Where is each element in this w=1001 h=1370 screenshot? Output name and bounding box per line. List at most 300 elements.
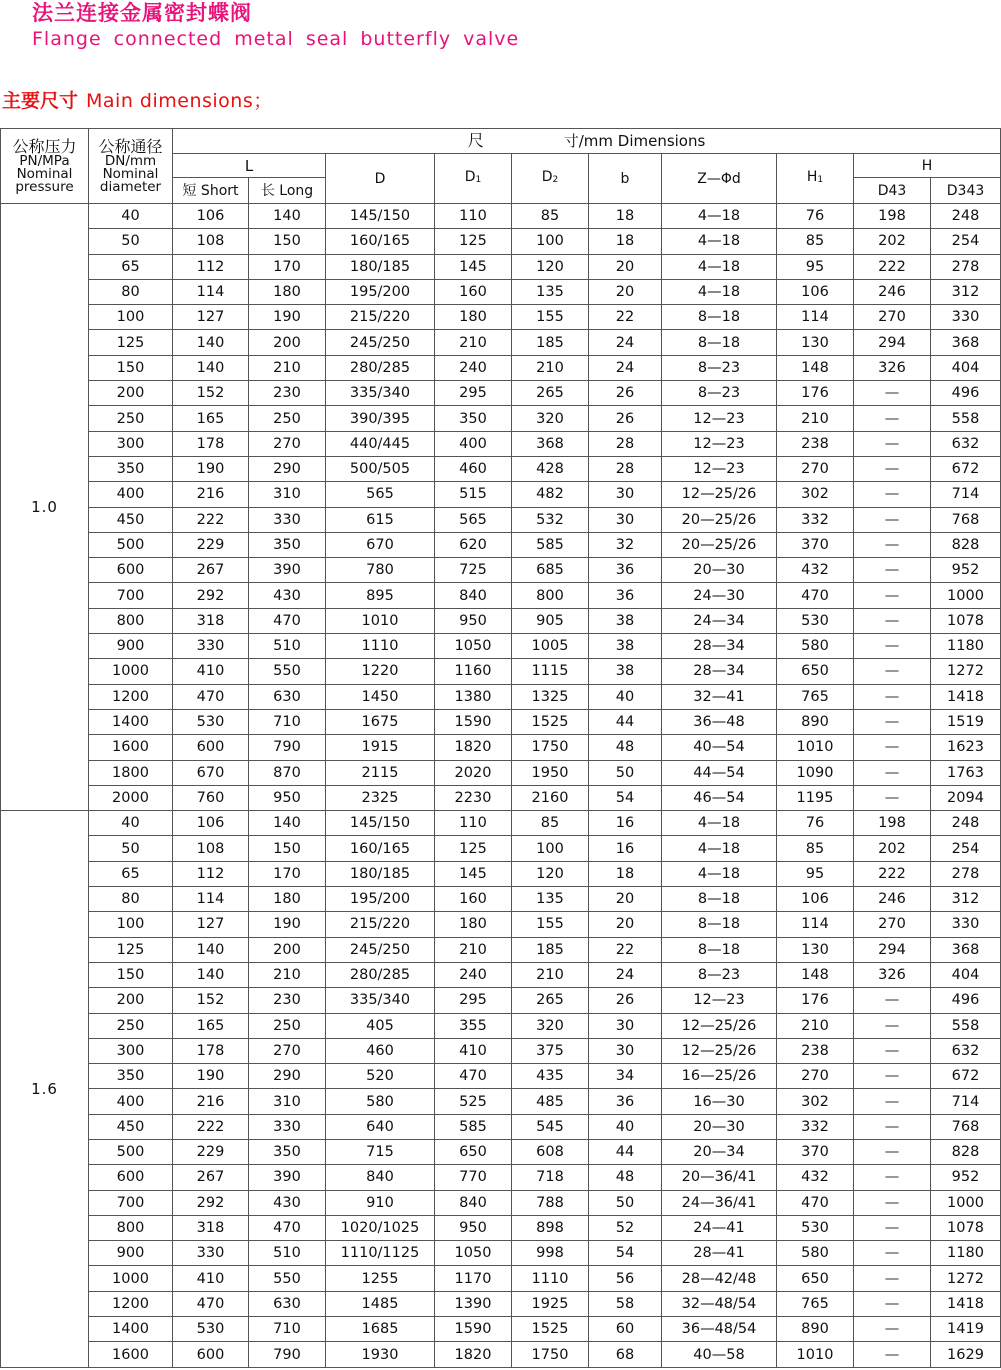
- table-row: [1, 608, 1001, 633]
- table-cell: 630: [249, 684, 326, 709]
- table-cell: 114: [173, 887, 249, 912]
- table-cell: 350: [89, 456, 173, 481]
- section-heading-cn: 主要尺寸: [2, 90, 79, 112]
- table-cell: 4—18: [662, 254, 777, 279]
- table-cell: 178: [173, 1038, 249, 1063]
- table-cell: 1180: [931, 634, 1001, 659]
- table-cell: 295: [435, 988, 512, 1013]
- table-cell: 22: [589, 937, 662, 962]
- table-cell: 482: [512, 482, 589, 507]
- table-cell: 1180: [931, 1241, 1001, 1266]
- table-cell: 8—23: [662, 962, 777, 987]
- table-cell: 68: [589, 1342, 662, 1367]
- header-dn-unit: DN/mm: [104, 153, 157, 169]
- table-cell: 440/445: [326, 431, 435, 456]
- table-cell: 8—18: [662, 330, 777, 355]
- header-D2: [512, 154, 589, 204]
- table-cell: 180/185: [326, 254, 435, 279]
- table-cell: 28—34: [662, 659, 777, 684]
- table-cell: 148: [777, 355, 854, 380]
- table-cell: 160/165: [326, 836, 435, 861]
- table-cell: 12—25/26: [662, 482, 777, 507]
- header-D2-sub: 2: [552, 175, 559, 185]
- header-L-short: 短 Short: [173, 178, 249, 204]
- table-cell: 114: [173, 279, 249, 304]
- table-cell: 500: [89, 1139, 173, 1164]
- table-cell: 210: [512, 962, 589, 987]
- table-cell: 106: [777, 279, 854, 304]
- table-cell: 1418: [931, 1291, 1001, 1316]
- table-cell: 1750: [512, 1342, 589, 1367]
- table-row: [1, 431, 1001, 456]
- header-D1-sub: 1: [475, 175, 482, 185]
- table-cell: 110: [435, 204, 512, 229]
- table-cell: 1685: [326, 1317, 435, 1342]
- table-cell: 450: [89, 1114, 173, 1139]
- table-cell: 550: [249, 1266, 326, 1291]
- table-cell: 180: [249, 279, 326, 304]
- table-cell: 198: [854, 811, 931, 836]
- table-cell: 250: [89, 1013, 173, 1038]
- table-cell: 565: [326, 482, 435, 507]
- table-cell: 240: [435, 962, 512, 987]
- table-cell: 1255: [326, 1266, 435, 1291]
- table-row: [1, 1190, 1001, 1215]
- table-cell: 152: [173, 988, 249, 1013]
- table-cell: 4—18: [662, 861, 777, 886]
- table-cell: 198: [854, 204, 931, 229]
- table-cell: 1115: [512, 659, 589, 684]
- table-cell: 370: [777, 1139, 854, 1164]
- table-cell: 145/150: [326, 811, 435, 836]
- table-cell: 32—48/54: [662, 1291, 777, 1316]
- table-cell: 145/150: [326, 204, 435, 229]
- table-cell: 112: [173, 861, 249, 886]
- table-cell: 460: [435, 456, 512, 481]
- table-cell: 840: [435, 583, 512, 608]
- table-cell: —: [854, 785, 931, 810]
- table-cell: 278: [931, 861, 1001, 886]
- table-cell: 330: [249, 507, 326, 532]
- table-cell: 135: [512, 279, 589, 304]
- table-cell: 470: [173, 1291, 249, 1316]
- table-cell: 36: [589, 1089, 662, 1114]
- table-cell: —: [854, 1241, 931, 1266]
- table-cell: 46—54: [662, 785, 777, 810]
- table-cell: 898: [512, 1215, 589, 1240]
- table-cell: 292: [173, 1190, 249, 1215]
- table-cell: 229: [173, 1139, 249, 1164]
- table-cell: 790: [249, 735, 326, 760]
- table-cell: 76: [777, 204, 854, 229]
- table-cell: 130: [777, 330, 854, 355]
- table-cell: 80: [89, 887, 173, 912]
- table-cell: 54: [589, 785, 662, 810]
- table-cell: 895: [326, 583, 435, 608]
- table-row: [1, 1291, 1001, 1316]
- table-cell: 910: [326, 1190, 435, 1215]
- table-cell: 510: [249, 634, 326, 659]
- table-cell: —: [854, 381, 931, 406]
- table-cell: 26: [589, 988, 662, 1013]
- table-cell: 125: [435, 229, 512, 254]
- header-H1-sub: 1: [817, 175, 824, 185]
- table-cell: 20—34: [662, 1139, 777, 1164]
- table-cell: 280/285: [326, 355, 435, 380]
- table-cell: 58: [589, 1291, 662, 1316]
- table-cell: 30: [589, 1013, 662, 1038]
- table-cell: 267: [173, 558, 249, 583]
- table-cell: 16: [589, 836, 662, 861]
- header-dn-en1: Nominal: [102, 166, 159, 182]
- table-cell: 1272: [931, 1266, 1001, 1291]
- header-b: b: [589, 154, 662, 204]
- table-cell: 368: [931, 330, 1001, 355]
- header-D43: D43: [854, 178, 931, 204]
- table-cell: 1623: [931, 735, 1001, 760]
- table-cell: 1000: [89, 1266, 173, 1291]
- table-cell: 890: [777, 1317, 854, 1342]
- header-dn-en2: diameter: [99, 179, 162, 195]
- header-dn-cn: 公称通径: [98, 137, 163, 156]
- table-cell: —: [854, 988, 931, 1013]
- table-cell: 950: [435, 1215, 512, 1240]
- table-cell: 195/200: [326, 887, 435, 912]
- table-row: [1, 785, 1001, 810]
- table-cell: 788: [512, 1190, 589, 1215]
- table-cell: 1600: [89, 735, 173, 760]
- table-cell: 38: [589, 634, 662, 659]
- table-cell: 800: [89, 608, 173, 633]
- table-cell: 250: [249, 1013, 326, 1038]
- table-cell: 65: [89, 254, 173, 279]
- table-row: [1, 887, 1001, 912]
- table-cell: 246: [854, 887, 931, 912]
- table-cell: 4—18: [662, 836, 777, 861]
- table-cell: 190: [249, 912, 326, 937]
- table-row: [1, 1266, 1001, 1291]
- pressure-group-label: 1.6: [1, 811, 89, 1368]
- table-cell: 294: [854, 937, 931, 962]
- table-cell: —: [854, 1013, 931, 1038]
- table-cell: 140: [173, 330, 249, 355]
- table-cell: 725: [435, 558, 512, 583]
- table-cell: 250: [89, 406, 173, 431]
- table-cell: 350: [249, 532, 326, 557]
- table-cell: 670: [173, 760, 249, 785]
- table-cell: 106: [173, 204, 249, 229]
- table-cell: 36—48/54: [662, 1317, 777, 1342]
- table-row: [1, 988, 1001, 1013]
- table-cell: —: [854, 1114, 931, 1139]
- table-cell: 125: [89, 937, 173, 962]
- table-cell: 32: [589, 532, 662, 557]
- table-cell: 600: [89, 1165, 173, 1190]
- table-cell: —: [854, 1266, 931, 1291]
- table-cell: 140: [249, 811, 326, 836]
- table-cell: 280/285: [326, 962, 435, 987]
- table-cell: 150: [249, 836, 326, 861]
- table-row: [1, 962, 1001, 987]
- table-cell: 20: [589, 912, 662, 937]
- table-cell: 190: [173, 456, 249, 481]
- table-cell: 20: [589, 254, 662, 279]
- table-cell: 1450: [326, 684, 435, 709]
- table-cell: 1090: [777, 760, 854, 785]
- table-cell: 28—42/48: [662, 1266, 777, 1291]
- table-cell: 215/220: [326, 305, 435, 330]
- table-cell: 326: [854, 355, 931, 380]
- table-cell: 332: [777, 507, 854, 532]
- table-cell: 60: [589, 1317, 662, 1342]
- dimensions-table: [0, 128, 1001, 1368]
- table-cell: 202: [854, 229, 931, 254]
- table-cell: 246: [854, 279, 931, 304]
- table-cell: 530: [173, 709, 249, 734]
- table-cell: 368: [512, 431, 589, 456]
- table-cell: 1325: [512, 684, 589, 709]
- table-row: [1, 1089, 1001, 1114]
- table-cell: —: [854, 1190, 931, 1215]
- table-cell: 185: [512, 937, 589, 962]
- table-cell: 765: [777, 684, 854, 709]
- table-cell: 24—41: [662, 1215, 777, 1240]
- table-cell: 130: [777, 937, 854, 962]
- table-cell: 80: [89, 279, 173, 304]
- table-cell: 530: [173, 1317, 249, 1342]
- table-cell: 210: [249, 355, 326, 380]
- table-cell: —: [854, 1165, 931, 1190]
- header-D343: D343: [931, 178, 1001, 204]
- table-cell: 222: [854, 254, 931, 279]
- table-cell: 170: [249, 861, 326, 886]
- table-cell: 700: [89, 583, 173, 608]
- table-cell: 106: [173, 811, 249, 836]
- table-cell: 565: [435, 507, 512, 532]
- table-cell: 140: [173, 962, 249, 987]
- table-cell: 30: [589, 482, 662, 507]
- table-cell: —: [854, 482, 931, 507]
- table-cell: —: [854, 608, 931, 633]
- table-cell: 54: [589, 1241, 662, 1266]
- table-cell: 28: [589, 456, 662, 481]
- table-cell: 330: [173, 634, 249, 659]
- table-cell: —: [854, 1038, 931, 1063]
- table-cell: 600: [89, 558, 173, 583]
- table-cell: —: [854, 456, 931, 481]
- table-cell: 1519: [931, 709, 1001, 734]
- table-cell: 190: [173, 1064, 249, 1089]
- header-D2-base: D: [541, 169, 553, 185]
- table-cell: 20: [589, 887, 662, 912]
- table-cell: 410: [435, 1038, 512, 1063]
- table-cell: 330: [931, 305, 1001, 330]
- table-cell: 22: [589, 305, 662, 330]
- table-cell: 210: [249, 962, 326, 987]
- table-cell: 26: [589, 381, 662, 406]
- table-row: [1, 355, 1001, 380]
- table-row: [1, 937, 1001, 962]
- table-cell: 85: [512, 204, 589, 229]
- table-cell: —: [854, 583, 931, 608]
- table-cell: 1930: [326, 1342, 435, 1367]
- table-cell: 330: [173, 1241, 249, 1266]
- header-dimensions-cn: 尺: [467, 130, 484, 150]
- table-cell: 525: [435, 1089, 512, 1114]
- table-cell: 1380: [435, 684, 512, 709]
- table-cell: 2325: [326, 785, 435, 810]
- table-cell: 470: [249, 1215, 326, 1240]
- table-row: [1, 229, 1001, 254]
- header-H1-base: H: [806, 169, 818, 185]
- table-cell: 410: [173, 659, 249, 684]
- table-cell: 404: [931, 962, 1001, 987]
- header-pn-cn: 公称压力: [12, 137, 77, 156]
- table-cell: 310: [249, 1089, 326, 1114]
- table-cell: 24: [589, 355, 662, 380]
- table-cell: 1000: [89, 659, 173, 684]
- table-cell: 16: [589, 811, 662, 836]
- section-heading: [2, 88, 273, 114]
- table-cell: 160: [435, 279, 512, 304]
- table-cell: —: [854, 659, 931, 684]
- table-cell: 650: [435, 1139, 512, 1164]
- table-cell: 48: [589, 1165, 662, 1190]
- table-cell: 700: [89, 1190, 173, 1215]
- table-cell: 200: [249, 937, 326, 962]
- pressure-group-label: 1.0: [1, 204, 89, 811]
- table-cell: 24: [589, 330, 662, 355]
- table-cell: 40: [589, 1114, 662, 1139]
- table-cell: 470: [435, 1064, 512, 1089]
- table-row: [1, 836, 1001, 861]
- table-cell: 558: [931, 406, 1001, 431]
- table-cell: 672: [931, 456, 1001, 481]
- table-cell: —: [854, 431, 931, 456]
- table-cell: 140: [249, 204, 326, 229]
- table-cell: 76: [777, 811, 854, 836]
- table-cell: 585: [435, 1114, 512, 1139]
- table-cell: 630: [249, 1291, 326, 1316]
- table-cell: 998: [512, 1241, 589, 1266]
- table-row: [1, 811, 1001, 836]
- table-cell: 36—48: [662, 709, 777, 734]
- table-cell: 1195: [777, 785, 854, 810]
- table-cell: 1590: [435, 709, 512, 734]
- table-cell: 828: [931, 1139, 1001, 1164]
- table-cell: 50: [589, 760, 662, 785]
- table-cell: 85: [777, 836, 854, 861]
- table-cell: 12—23: [662, 456, 777, 481]
- table-cell: 32—41: [662, 684, 777, 709]
- table-cell: 580: [777, 634, 854, 659]
- table-cell: 44: [589, 709, 662, 734]
- table-cell: 56: [589, 1266, 662, 1291]
- table-cell: 1925: [512, 1291, 589, 1316]
- table-row: [1, 1114, 1001, 1139]
- table-cell: 355: [435, 1013, 512, 1038]
- table-cell: 515: [435, 482, 512, 507]
- table-cell: 1000: [931, 583, 1001, 608]
- table-cell: 500/505: [326, 456, 435, 481]
- table-cell: 210: [777, 1013, 854, 1038]
- table-cell: 160: [435, 887, 512, 912]
- table-cell: 545: [512, 1114, 589, 1139]
- header-H: H: [854, 154, 1001, 178]
- table-cell: 24: [589, 962, 662, 987]
- table-cell: 1600: [89, 1342, 173, 1367]
- table-cell: 52: [589, 1215, 662, 1240]
- table-cell: 112: [173, 254, 249, 279]
- table-cell: 180/185: [326, 861, 435, 886]
- table-cell: 1820: [435, 735, 512, 760]
- table-cell: 330: [931, 912, 1001, 937]
- table-cell: 670: [326, 532, 435, 557]
- table-cell: 500: [89, 532, 173, 557]
- table-cell: 44: [589, 1139, 662, 1164]
- table-cell: 950: [249, 785, 326, 810]
- table-cell: 40—58: [662, 1342, 777, 1367]
- table-cell: 520: [326, 1064, 435, 1089]
- table-cell: 432: [777, 558, 854, 583]
- table-cell: 768: [931, 1114, 1001, 1139]
- table-row: [1, 558, 1001, 583]
- header-D: D: [326, 154, 435, 204]
- table-cell: 230: [249, 988, 326, 1013]
- table-cell: 640: [326, 1114, 435, 1139]
- table-cell: 470: [173, 684, 249, 709]
- table-row: [1, 1317, 1001, 1342]
- table-cell: 270: [854, 912, 931, 937]
- table-cell: 18: [589, 204, 662, 229]
- table-row: [1, 456, 1001, 481]
- table-cell: 127: [173, 305, 249, 330]
- header-dimensions: [173, 129, 1001, 154]
- table-cell: 170: [249, 254, 326, 279]
- table-cell: 12—25/26: [662, 1038, 777, 1063]
- table-cell: 145: [435, 861, 512, 886]
- table-cell: 1390: [435, 1291, 512, 1316]
- table-row: [1, 406, 1001, 431]
- table-cell: 12—23: [662, 431, 777, 456]
- table-cell: 20: [589, 279, 662, 304]
- table-cell: 150: [89, 355, 173, 380]
- table-cell: 1272: [931, 659, 1001, 684]
- table-cell: 2020: [435, 760, 512, 785]
- table-cell: 715: [326, 1139, 435, 1164]
- table-cell: 1110: [512, 1266, 589, 1291]
- table-cell: 1418: [931, 684, 1001, 709]
- table-cell: 150: [89, 962, 173, 987]
- table-cell: 200: [89, 381, 173, 406]
- table-row: [1, 1139, 1001, 1164]
- header-D1: [435, 154, 512, 204]
- table-cell: 238: [777, 1038, 854, 1063]
- table-cell: —: [854, 1291, 931, 1316]
- table-cell: 632: [931, 431, 1001, 456]
- table-cell: 100: [89, 912, 173, 937]
- table-cell: 1800: [89, 760, 173, 785]
- table-cell: 1750: [512, 735, 589, 760]
- table-cell: 714: [931, 482, 1001, 507]
- table-cell: 254: [931, 836, 1001, 861]
- table-cell: 125: [435, 836, 512, 861]
- table-cell: 180: [435, 912, 512, 937]
- table-cell: 265: [512, 988, 589, 1013]
- table-cell: 40—54: [662, 735, 777, 760]
- table-row: [1, 735, 1001, 760]
- table-cell: 1915: [326, 735, 435, 760]
